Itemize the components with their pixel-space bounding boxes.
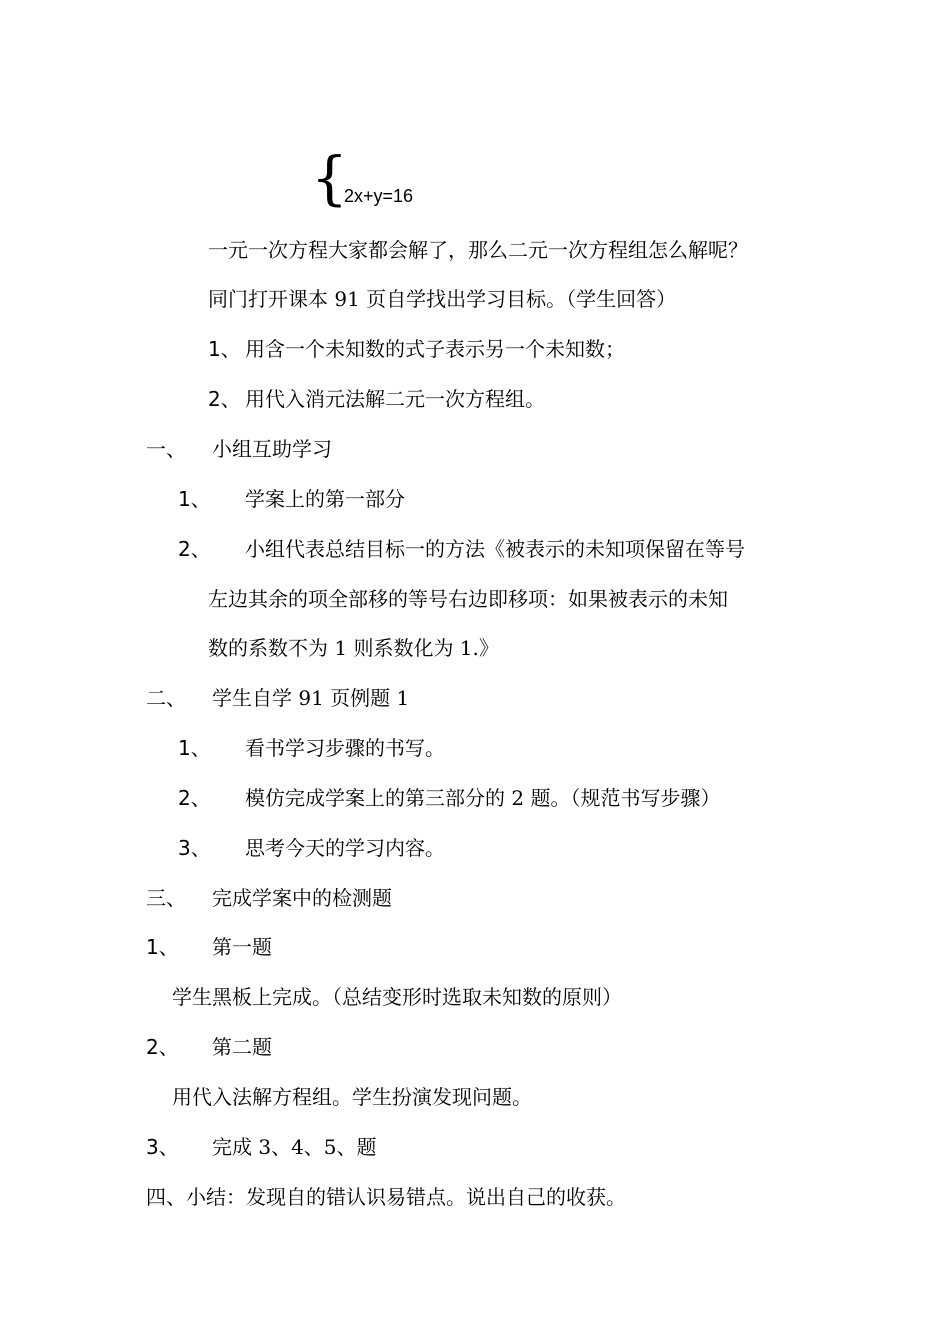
section-3-item-1-number: 1、 — [146, 935, 179, 959]
goal-1-text: 用含一个未知数的式子表示另一个未知数； — [245, 337, 625, 361]
section-3-item-3-text: 完成 3、4、5、题 — [212, 1135, 377, 1159]
section-2-item-2-text: 模仿完成学案上的第三部分的 2 题。（规范书写步骤） — [245, 786, 721, 810]
goal-1-number: 1、 — [208, 337, 241, 361]
section-2-title: 学生自学 91 页例题 1 — [212, 686, 410, 710]
section-3-item-2-text: 第二题 — [212, 1035, 272, 1059]
section-1-continuation-2: 数的系数不为 1 则系数化为 1.》 — [208, 636, 499, 660]
intro-line-1: 一元一次方程大家都会解了，那么二元一次方程组怎么解呢？ — [208, 238, 748, 262]
section-1-item-2-text: 小组代表总结目标一的方法《被表示的未知项保留在等号 — [245, 537, 745, 561]
section-3-item-2-note: 用代入法解方程组。学生扮演发现问题。 — [172, 1085, 532, 1109]
section-2-number: 二、 — [146, 686, 186, 710]
goal-2-text: 用代入消元法解二元一次方程组。 — [245, 387, 545, 411]
section-3-item-2-number: 2、 — [146, 1035, 179, 1059]
goal-2-number: 2、 — [208, 387, 241, 411]
section-1-continuation-1: 左边其余的项全部移的等号右边即移项：如果被表示的未知 — [208, 587, 728, 611]
section-4-summary: 四、小结：发现自的错认识易错点。说出自己的收获。 — [146, 1185, 626, 1209]
section-3-title: 完成学案中的检测题 — [212, 886, 392, 910]
section-3-item-1-note: 学生黑板上完成。（总结变形时选取未知数的原则） — [172, 985, 622, 1009]
section-2-item-3-text: 思考今天的学习内容。 — [245, 836, 445, 860]
equation-brace: { — [311, 144, 348, 212]
intro-line-2: 同门打开课本 91 页自学找出学习目标。（学生回答） — [208, 287, 677, 311]
section-3-item-1-text: 第一题 — [212, 935, 272, 959]
section-2-item-1-number: 1、 — [178, 736, 211, 760]
section-1-number: 一、 — [146, 437, 186, 461]
section-3-number: 三、 — [146, 886, 186, 910]
equation-text: 2x+y=16 — [344, 186, 414, 206]
section-2-item-3-number: 3、 — [178, 836, 211, 860]
section-3-item-3-number: 3、 — [146, 1135, 179, 1159]
section-1-item-1-text: 学案上的第一部分 — [245, 487, 405, 511]
section-1-item-1-number: 1、 — [178, 487, 211, 511]
section-2-item-2-number: 2、 — [178, 786, 211, 810]
section-2-item-1-text: 看书学习步骤的书写。 — [245, 736, 445, 760]
section-1-title: 小组互助学习 — [212, 437, 332, 461]
section-1-item-2-number: 2、 — [178, 537, 211, 561]
